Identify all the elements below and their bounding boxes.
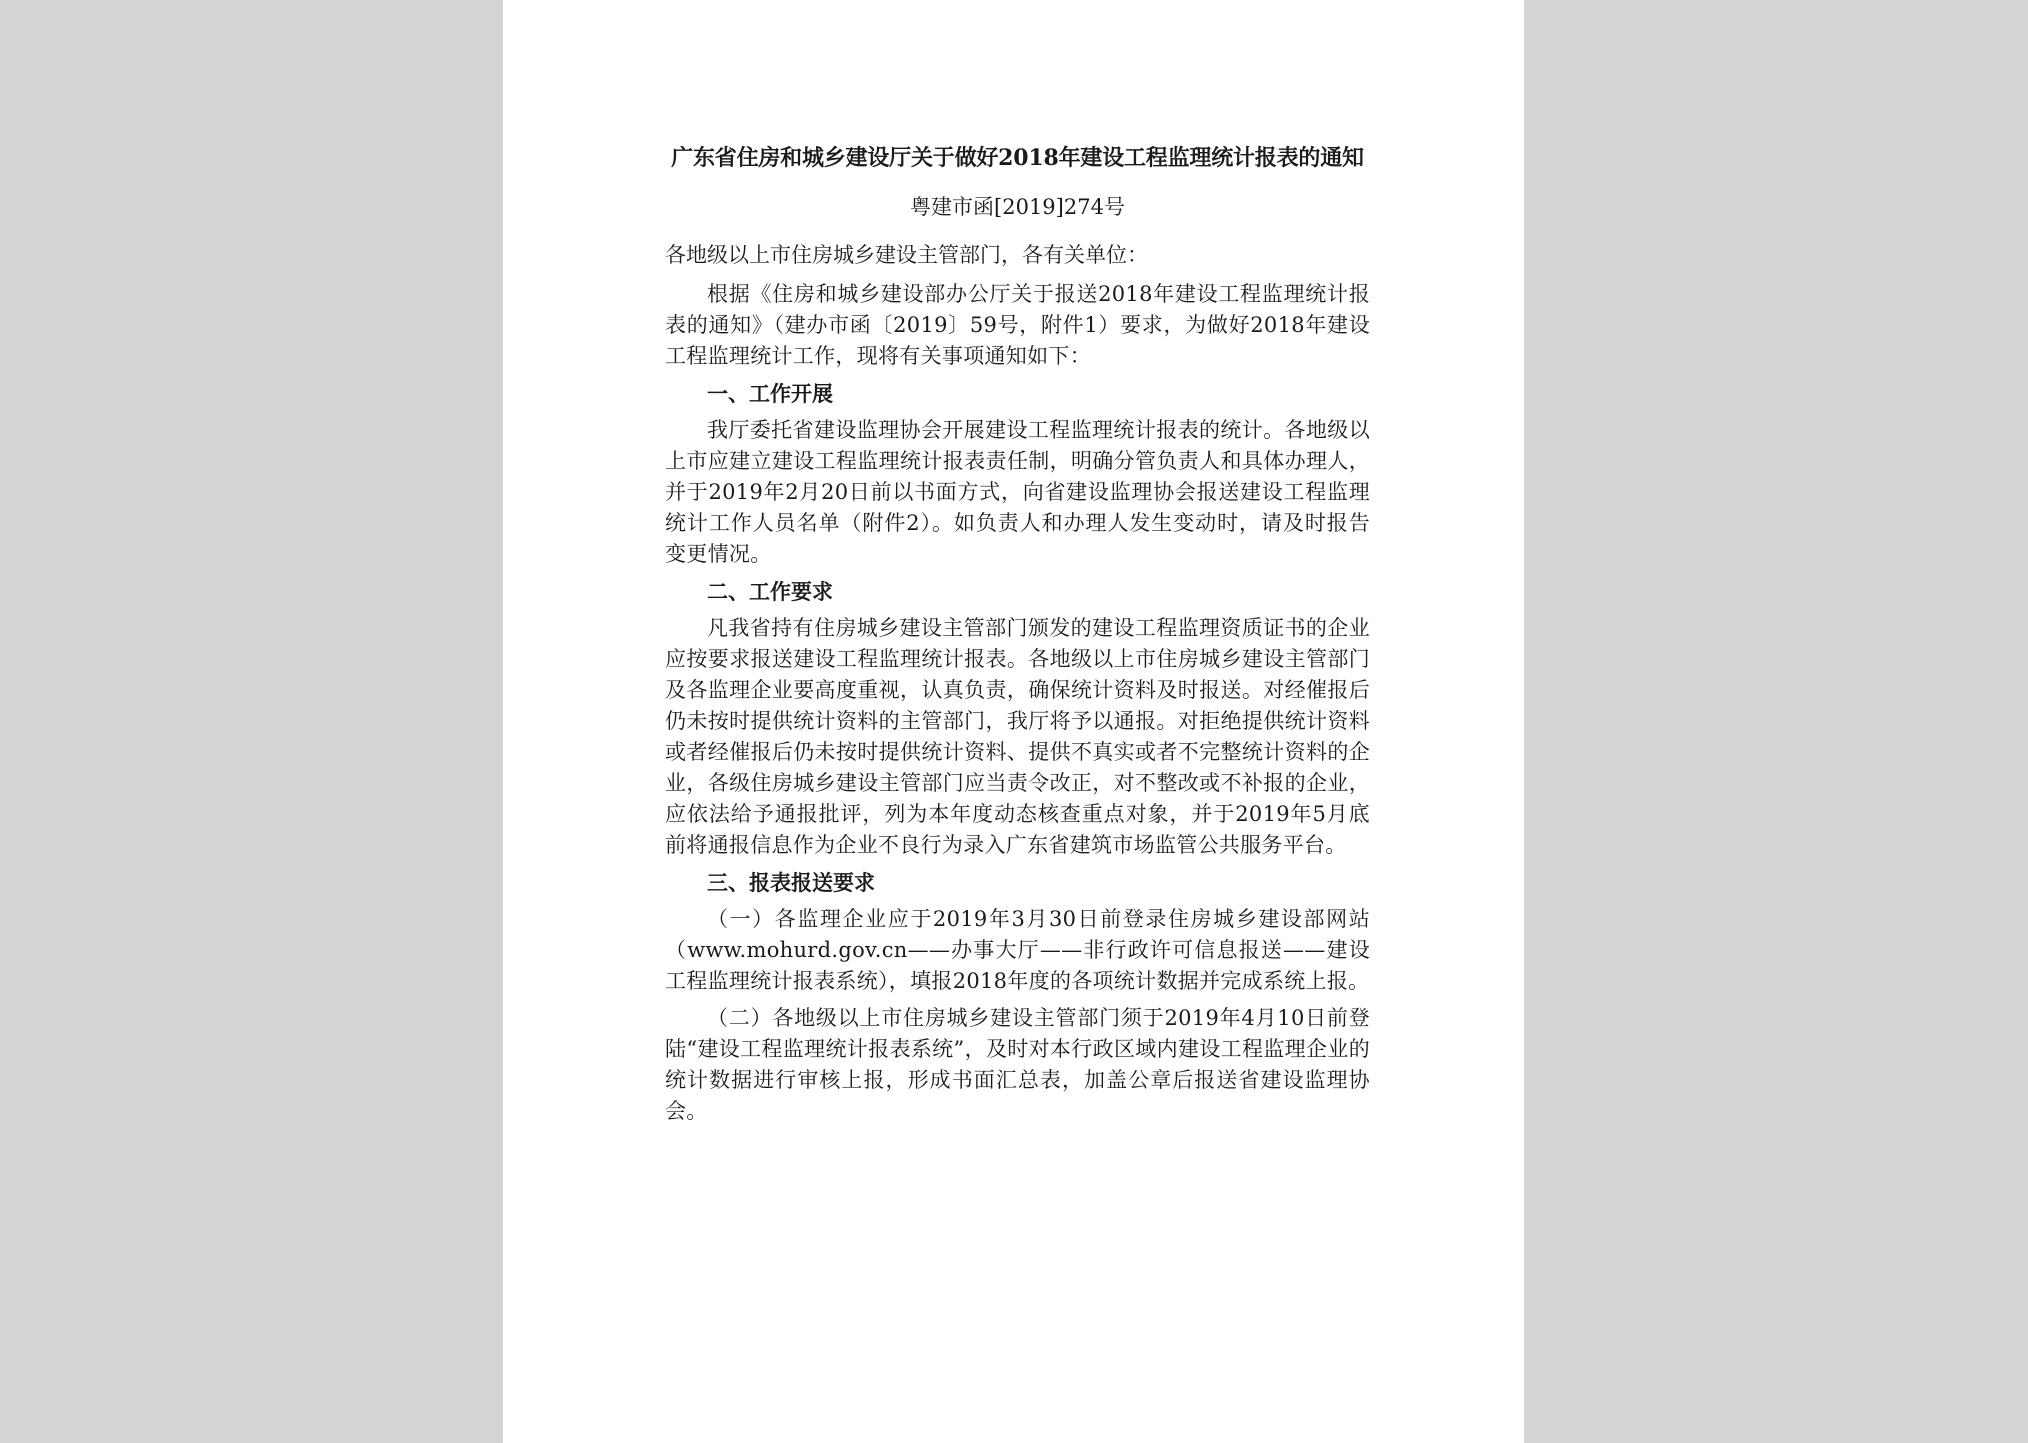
section-heading-work-launch: 一、工作开展 — [707, 381, 833, 406]
intro-paragraph: 根据《住房和城乡建设部办公厅关于报送2018年建设工程监理统计报表的通知》（建办市函〔2019〕59号，附件1）要求，为做好2018年建设工程监理统计工作，现将有关事项通知如下： — [665, 282, 1370, 368]
section-heading-work-requirements: 二、工作要求 — [707, 579, 833, 604]
document-page — [503, 0, 1524, 1443]
document-title: 广东省住房和城乡建设厅关于做好2018年建设工程监理统计报表的通知 — [671, 145, 1364, 171]
section-paragraph: 凡我省持有住房城乡建设主管部门颁发的建设工程监理资质证书的企业应按要求报送建设工程监理统计报表。各地级以上市住房城乡建设主管部门及各监理企业要高度重视，认真负责，确保统计资料及时报送。对经催报后仍未按时提供统计资料的主管部门，我厅将予以通报。对拒绝提供统计资料或者经催报后仍未按时提供统计资料、提供不真实或者不完整统计资料的企业，各级住房城乡建设主管部门应当责令改正，对不整改或不补报的企业，应依法给予通报批评，列为本年度动态核查重点对象，并于2019年5月底前将通报信息作为企业不良行为录入广东省建筑市场监管公共服务平台。 — [665, 616, 1370, 857]
document-content — [665, 142, 1370, 1133]
salutation: 各地级以上市住房城乡建设主管部门，各有关单位： — [665, 243, 1148, 267]
section-paragraph: 我厅委托省建设监理协会开展建设工程监理统计报表的统计。各地级以上市应建立建设工程监理统计报表责任制，明确分管负责人和具体办理人，并于2019年2月20日前以书面方式，向省建设监理协会报送建设工程监理统计工作人员名单（附件2）。如负责人和办理人发生变动时，请及时报告变更情况。 — [665, 418, 1370, 566]
section-paragraph: （二）各地级以上市住房城乡建设主管部门须于2019年4月10日前登陆“建设工程监理统计报表系统”，及时对本行政区域内建设工程监理企业的统计数据进行审核上报，形成书面汇总表，加盖公章后报送省建设监理协会。 — [665, 1006, 1370, 1123]
section-paragraph: （一）各监理企业应于2019年3月30日前登录住房城乡建设部网站（www.mohurd.gov.cn——办事大厅——非行政许可信息报送——建设工程监理统计报表系统），填报2018年度的各项统计数据并完成系统上报。 — [665, 907, 1370, 993]
document-number: 粤建市函[2019]274号 — [910, 195, 1125, 219]
section-heading-submission-requirements: 三、报表报送要求 — [707, 870, 875, 895]
